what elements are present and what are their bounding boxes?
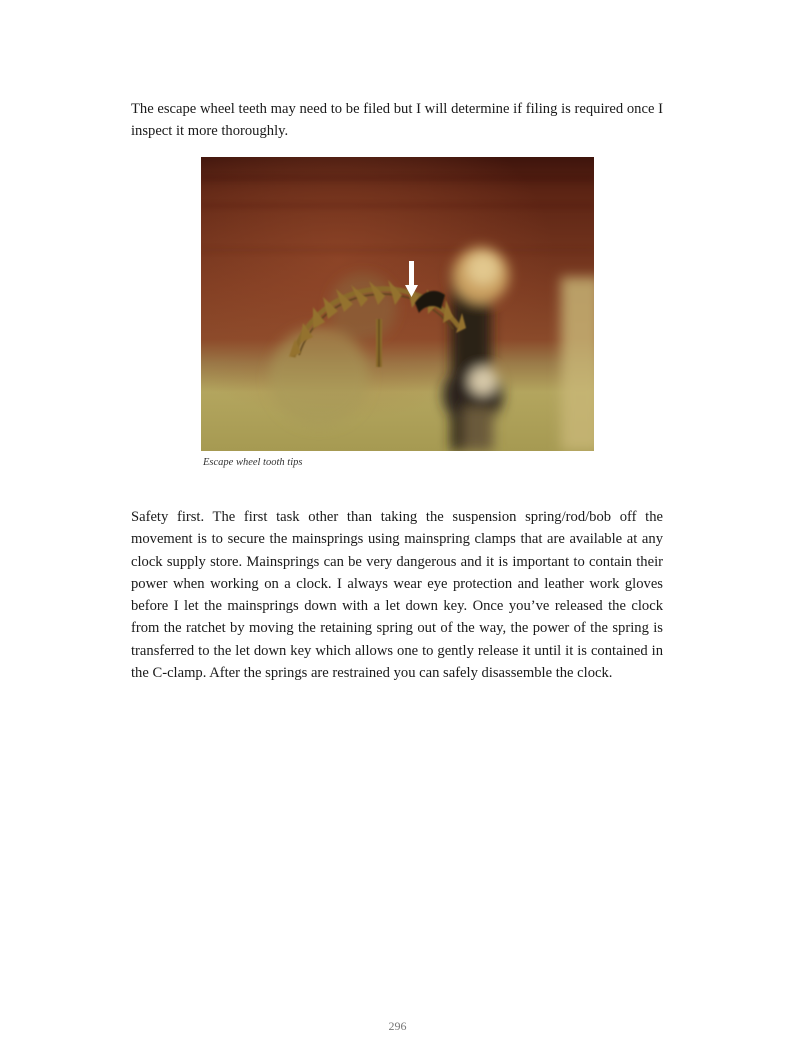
figure-caption: Escape wheel tooth tips bbox=[203, 457, 303, 468]
paragraph-safety: Safety first. The first task other than taking the suspension spring/rod/bob off the movement is to secure the mainsprings using mainspring clamps that are available at any clock supply store. Mainsprings can be very dangerous and it is important to contain their power when working on a clock. I always wear eye protection and leather work gloves before I let the mainsprings down with a let down key. Once you’ve released the clock from the ratchet by moving the retaining spring out of the way, the power of the spring is transferred to the let down key which allows one to gently release it until it is contained in the C-clamp. After the springs are restrained you can safely disassemble the clock. bbox=[131, 509, 663, 682]
page-number: 296 bbox=[388, 1019, 407, 1033]
paragraph-intro: The escape wheel teeth may need to be filed but I will determine if filing is required once I inspect it more thoroughly. bbox=[131, 101, 663, 140]
escape-wheel-photo bbox=[201, 157, 594, 451]
